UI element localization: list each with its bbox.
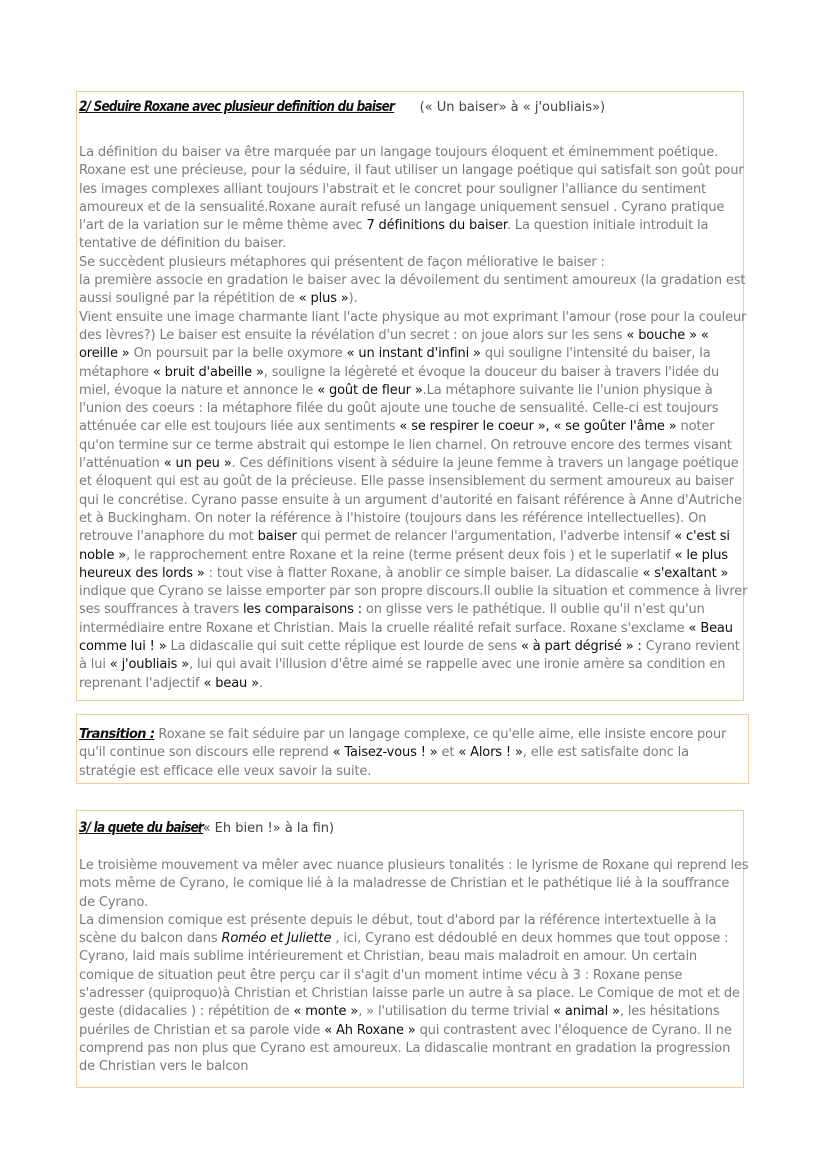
quoted-term: « beau »: [203, 675, 259, 691]
paragraph: La définition du baiser va être marquée par un langage toujours éloquent et éminemment poétique. Roxane est une précieuse, pour la séduire, il faut utiliser un langage poétique qui satisfait son goût pour les images complexes alliant toujours l'abstrait et le concret pour souligner l'alliance du sentiment amoureux et de la sensualité.Roxane aurait refusé un langage uniquement sensuel . Cyrano pratique l'art de la variation sur le même thème avec 7 définitions du baiser. La question initiale introduit la tentative de définition du baiser.: [79, 145, 744, 252]
quoted-term: « bruit d'abeille »: [152, 364, 264, 380]
quoted-term: « Beau comme lui ! »: [79, 620, 733, 655]
transition-text: Roxane se fait séduire par un langage complexe, ce qu'elle aime, elle insiste encore pour qu'il continue son discours elle reprend « Taisez-vous ! » et « Alors ! », elle est satisfaite donc la stratégie est efficace elle veux savoir la suite.: [79, 727, 727, 779]
quoted-term: « animal »: [553, 1004, 620, 1020]
transition-body: [79, 726, 749, 781]
quoted-term: « goût de fleur »: [317, 382, 423, 398]
paragraph: Se succèdent plusieurs métaphores qui présentent de façon méliorative le baiser :: [79, 254, 605, 270]
quoted-term: baiser: [257, 529, 297, 545]
paragraph: La dimension comique est présente depuis le début, tout d'abord par la référence intertextuelle à la scène du balcon dans Roméo et Juliette , ici, Cyrano est dédoublé en deux hommes que tout oppose : Cyrano, laid mais sublime intérieurement et Christian, beau mais maladroit en amour. Un certain comique de situation peut être perçu car il s'agit d'un moment intime vécu à 3 : Roxane pense s'adresser (quiproquo)à Christian et Christian laisse parle un autre à sa place. Le Comique de mot et de geste (didacalies ) : répétition de « monte », » l'utilisation du terme trivial « animal », les hésitations puériles de Christian et sa parole vide « Ah Roxane » qui contrastent avec l'éloquence de Cyrano. Il ne comprend pas non plus que Cyrano est amoureux. La didascalie montrant en gradation la progression de Christian vers le balcon: [79, 912, 740, 1075]
section-3-body: [79, 857, 749, 1077]
quoted-term: « bouche » « oreille »: [79, 327, 709, 362]
section-2-subtitle: (« Un baiser» à « j'oubliais»): [415, 100, 606, 115]
quoted-term: « Alors ! »: [458, 745, 523, 761]
quoted-term: « c'est si noble »: [79, 529, 730, 563]
transition-box: [76, 714, 749, 784]
paragraph: la première associe en gradation le baiser avec la dévoilement du sentiment amoureux (la gradation est aussi souligné par la répétition de « plus »).: [79, 273, 746, 307]
quoted-term: « le plus heureux des lords »: [79, 547, 728, 581]
quoted-term: 7 définitions du baiser: [366, 218, 507, 234]
paragraph: Vient ensuite une image charmante liant l'acte physique au mot exprimant l'amour (rose pour la couleur des lèvres?) Le baiser est ensuite la révélation d'un secret : on joue alors sur les sens « bouche » « oreille » On poursuit par la belle oxymore « un instant d'infini » qui souligne l'intensité du baiser, la métaphore « bruit d'abeille », souligne la légèreté et évoque la douceur du baiser à travers l'idée du miel, évoque la nature et annonce le « goût de fleur ».La métaphore suivante lie l'union physique à l'union des coeurs : la métaphore filée du goût ajoute une touche de sensualité. Celle-ci est toujours atténuée car elle est toujours liée aux sentiments « se respirer le coeur », « se goûter l'âme » noter qu'on termine sur ce terme abstrait qui estompe le lien charnel. On retrouve encore des termes visant l'atténuation « un peu ». Ces définitions visent à séduire la jeune femme à travers un langage poétique et éloquent qui est au goût de la précieuse. Elle passe insensiblement du serment amoureux au baiser qui le concrétise. Cyrano passe ensuite à un argument d'autorité en faisant référence à Anne d'Autriche et à Buckingham. On noter la référence à l'histoire (toujours dans les référence intellectuelles). On retrouve l'anaphore du mot baiser qui permet de relancer l'argumentation, l'adverbe intensif « c'est si noble », le rapprochement entre Roxane et la reine (terme présent deux fois ) et le superlatif « le plus heureux des lords » : tout vise à flatter Roxane, à anoblir ce simple baiser. La didascalie « s'exaltant » indique que Cyrano se laisse emporter par son propre discours.Il oublie la situation et commence à livrer ses souffrances à travers les comparaisons : on glisse vers le pathétique. Il oublie qu'il n'est qu'un intermédiaire entre Roxane et Christian. Mais la cruelle réalité refait surface. Roxane s'exclame « Beau comme lui ! » La didascalie qui suit cette réplique est lourde de sens « à part dégrisé » : Cyrano revient à lui « j'oubliais », lui qui avait l'illusion d'être aimé se rappelle avec une ironie amère sa condition en reprenant l'adjectif « beau ».: [79, 309, 748, 691]
quoted-term: « j'oubliais »: [109, 657, 190, 673]
section-3-subtitle: (« Eh bien !» à la fin): [193, 821, 335, 836]
quoted-term: « Taisez-vous ! »: [332, 745, 438, 761]
section-2-body: [79, 144, 749, 693]
section-2-title: 2/ Seduire Roxane avec plusieur definition du baiser: [79, 99, 395, 115]
work-title: Roméo et Juliette: [221, 931, 332, 947]
transition-title: Transition :: [79, 727, 155, 742]
quoted-term: les comparaisons :: [242, 602, 362, 618]
section-2-box: [76, 91, 748, 701]
quoted-term: « Ah Roxane »: [324, 1022, 416, 1038]
quoted-term: « un peu »: [163, 456, 232, 472]
quoted-term: « se respirer le coeur », « se goûter l'âme »: [399, 419, 677, 435]
paragraph: Le troisième mouvement va mêler avec nuance plusieurs tonalités : le lyrisme de Roxane qui reprend les mots même de Cyrano, le comique lié à la maladresse de Christian et le pathétique lié à la souffrance de Cyrano.: [79, 858, 749, 910]
section-3-title: 3/ la quete du baiser: [79, 820, 204, 836]
quoted-term: « s'exaltant »: [642, 565, 729, 581]
quoted-term: « un instant d'infini »: [346, 346, 481, 362]
quoted-term: « monte »: [293, 1004, 359, 1020]
section-3-box: [76, 810, 749, 1088]
section-2-heading: [79, 99, 605, 115]
quoted-term: « à part dégrisé » :: [520, 639, 642, 655]
section-3-heading: [79, 820, 334, 836]
quoted-term: « plus »: [298, 291, 349, 307]
